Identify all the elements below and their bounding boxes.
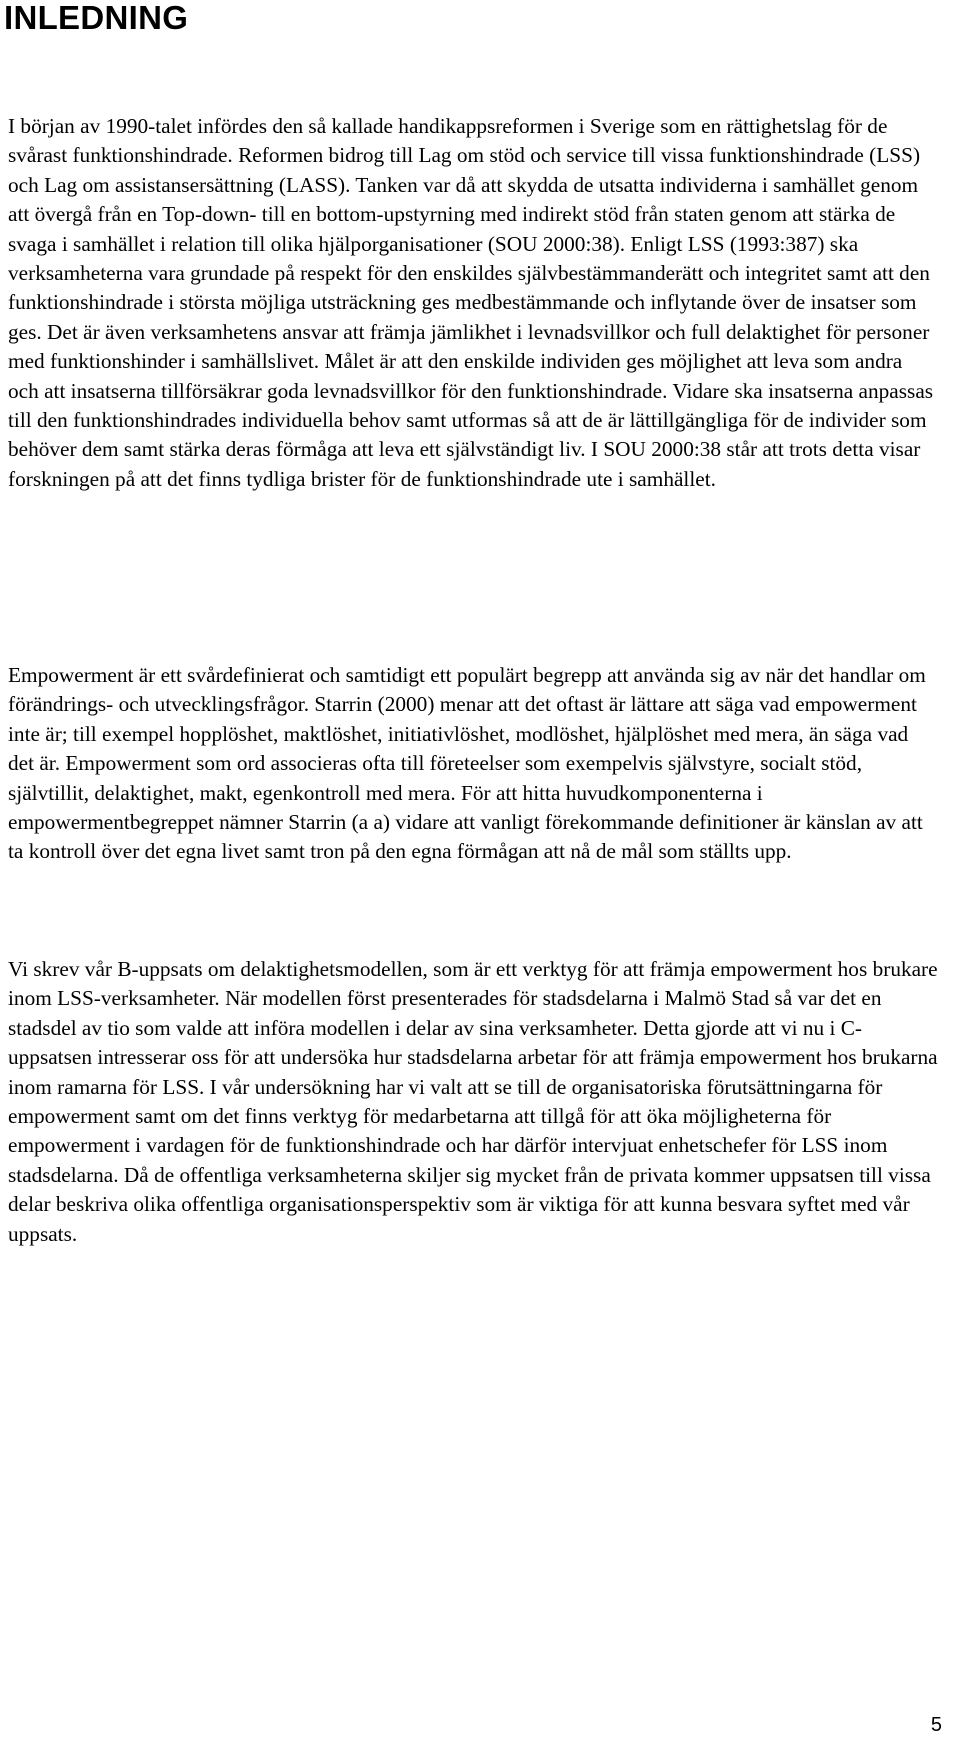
section-heading: INLEDNING: [4, 0, 189, 36]
paragraph-2: Empowerment är ett svårdefinierat och samtidigt ett populärt begrepp att använda sig av när det handlar om förändrings- och utvecklingsfrågor. Starrin (2000) menar att det oftast är lättare att säga vad empowerment inte är; till exempel hopplöshet, maktlöshet, initiativlöshet, modlöshet, hjälplöshet med mera, än säga vad det är. Empowerment som ord associeras ofta till företeelser som exempelvis självstyre, socialt stöd, självtillit, delaktighet, makt, egenkontroll med mera. För att hitta huvudkomponenterna i empowermentbegreppet nämner Starrin (a a) vidare att vanligt förekommande definitioner är känslan av att ta kontroll över det egna livet samt tron på den egna förmågan att nå de mål som ställts upp.: [8, 663, 926, 864]
page-number: 5: [930, 1714, 942, 1736]
paragraph-1: I början av 1990-talet infördes den så kallade handikappsreformen i Sverige som en rättighetslag för de svårast funktionshindrade. Reformen bidrog till Lag om stöd och service till vissa funktionshindrade (LSS) och Lag om assistansersättning (LASS). Tanken var då att skydda de utsatta individerna i samhället genom att övergå från en Top-down- till en bottom-upstyrning med indirekt stöd från staten genom att stärka de svaga i samhället i relation till olika hjälporganisationer (SOU 2000:38). Enligt LSS (1993:387) ska verksamheterna vara grundade på respekt för den enskildes självbestämmanderätt och integritet samt att den funktionshindrade i största möjliga utsträckning ges medbestämmande och inflytande över de insatser som ges. Det är även verksamhetens ansvar att främja jämlikhet i levnadsvillkor och full delaktighet för personer med funktionshinder i samhällslivet. Målet är att den enskilde individen ges möjlighet att leva som andra och att insatserna tillförsäkrar goda levnadsvillkor för den funktionshindrade. Vidare ska insatserna anpassas till den funktionshindrades individuella behov samt utformas så att de är lättillgängliga för de individer som behöver dem samt stärka deras förmåga att leva ett självständigt liv. I SOU 2000:38 står att trots detta visar forskningen på att det finns tydliga brister för de funktionshindrade ute i samhället.: [8, 114, 934, 491]
paragraph-3: Vi skrev vår B-uppsats om delaktighetsmodellen, som är ett verktyg för att främja empowerment hos brukare inom LSS-verksamheter. När modellen först presenterades för stadsdelarna i Malmö Stad så var det en stadsdel av tio som valde att införa modellen i delar av sina verksamheter. Detta gjorde att vi nu i C-uppsatsen intresserar oss för att undersöka hur stadsdelarna arbetar för att främja empowerment hos brukarna inom ramarna för LSS. I vår undersökning har vi valt att se till de organisatoriska förutsättningarna för empowerment samt om det finns verktyg för medarbetarna att tillgå för att öka möjligheterna för empowerment i vardagen för de funktionshindrade och har därför intervjuat enhetschefer för LSS inom stadsdelarna. Då de offentliga verksamheterna skiljer sig mycket från de privata kommer uppsatsen till vissa delar beskriva olika offentliga organisationsperspektiv som är viktiga för att kunna besvara syftet med vår uppsats.: [8, 957, 938, 1246]
